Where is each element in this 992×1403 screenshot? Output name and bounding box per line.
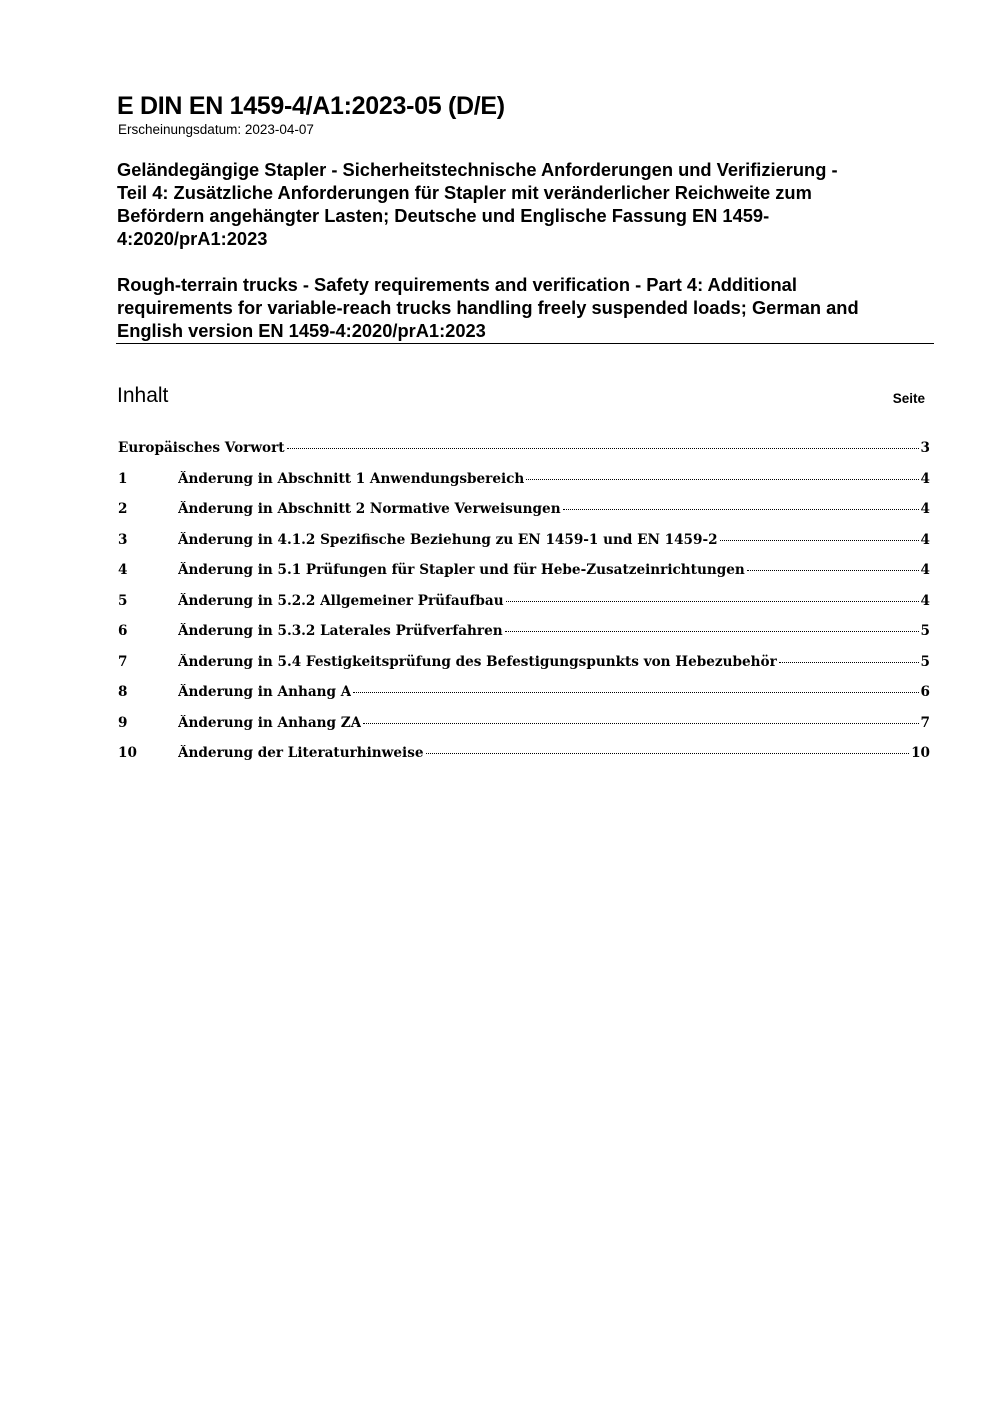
toc-entry-9[interactable] — [118, 715, 930, 746]
title-german-line: Geländegängige Stapler - Sicherheitstechnische Anforderungen und Verifizierung - — [117, 159, 838, 180]
toc-dot-leader — [353, 692, 918, 693]
toc-entry-title: Europäisches Vorwort — [118, 440, 285, 456]
toc-entry-title: Änderung in Anhang A — [178, 684, 352, 700]
toc-entry-page: 3 — [920, 440, 930, 456]
toc-entry-number: 4 — [118, 562, 128, 578]
toc-entry-page: 4 — [920, 501, 930, 517]
title-german-line: Befördern angehängter Lasten; Deutsche und Englische Fassung EN 1459- — [117, 205, 770, 226]
toc-entry-8[interactable] — [118, 684, 930, 715]
title-english-line: Rough-terrain trucks - Safety requirements and verification - Part 4: Additional — [117, 274, 797, 295]
toc-entry-page: 10 — [911, 745, 930, 761]
toc-entry-10[interactable] — [118, 745, 930, 776]
header-divider — [116, 343, 934, 344]
toc-entry-page: 7 — [920, 714, 930, 731]
toc-entry-page: 6 — [920, 684, 930, 700]
toc-entry-number: 1 — [118, 470, 128, 487]
toc-dot-leader — [779, 662, 919, 663]
toc-dot-leader — [526, 479, 918, 480]
toc-entry-number: 8 — [118, 684, 128, 700]
toc-entry-page: 4 — [920, 562, 930, 578]
toc-dot-leader — [363, 723, 918, 724]
toc-entry-number: 2 — [118, 501, 128, 517]
toc-entry-title: Änderung der Literaturhinweise — [178, 745, 424, 761]
toc-entry-3[interactable] — [118, 532, 930, 563]
toc-entry-title: Änderung in Anhang ZA — [178, 714, 362, 731]
publication-date: Erscheinungsdatum: 2023-04-07 — [118, 122, 314, 137]
toc-dot-leader — [506, 601, 919, 602]
toc-entry-1[interactable] — [118, 471, 930, 502]
toc-entry-number: 10 — [118, 745, 137, 761]
toc-dot-leader — [505, 631, 919, 632]
toc-entry-title: Änderung in 5.3.2 Laterales Prüfverfahren — [178, 623, 503, 639]
document-id: E DIN EN 1459-4/A1:2023-05 (D/E) — [117, 92, 505, 120]
toc-entry-title: Änderung in Abschnitt 2 Normative Verweisungen — [178, 501, 561, 517]
toc-entry-4[interactable] — [118, 562, 930, 593]
toc-entry-2[interactable] — [118, 501, 930, 532]
toc-entry-page: 4 — [920, 470, 930, 487]
toc-entry-page: 5 — [920, 623, 930, 639]
title-german-line: 4:2020/prA1:2023 — [117, 228, 268, 249]
toc-dot-leader — [563, 509, 919, 510]
toc-entry-6[interactable] — [118, 623, 930, 654]
toc-entry-page: 5 — [920, 653, 930, 670]
toc-heading: Inhalt — [117, 384, 169, 407]
title-english-line: requirements for variable-reach trucks handling freely suspended loads; German and — [117, 297, 859, 318]
toc-entry-title: Änderung in 4.1.2 Spezifische Beziehung zu EN 1459-1 und EN 1459-2 — [178, 531, 718, 548]
toc-entry-foreword[interactable] — [118, 440, 930, 471]
toc-entry-number: 7 — [118, 653, 128, 670]
table-of-contents — [118, 440, 930, 776]
toc-entry-title: Änderung in 5.2.2 Allgemeiner Prüfaufbau — [178, 592, 504, 609]
title-german-line: Teil 4: Zusätzliche Anforderungen für Stapler mit veränderlicher Reichweite zum — [117, 182, 812, 203]
toc-entry-number: 3 — [118, 531, 128, 548]
toc-entry-title: Änderung in 5.4 Festigkeitsprüfung des Befestigungspunkts von Hebezubehör — [178, 653, 777, 670]
toc-dot-leader — [747, 570, 919, 571]
toc-entry-title: Änderung in 5.1 Prüfungen für Stapler und für Hebe-Zusatzeinrichtungen — [178, 562, 745, 578]
toc-dot-leader — [426, 753, 910, 754]
toc-entry-page: 4 — [920, 531, 930, 548]
toc-dot-leader — [720, 540, 919, 541]
toc-entry-5[interactable] — [118, 593, 930, 624]
title-english-line: English version EN 1459-4:2020/prA1:2023 — [117, 320, 486, 341]
toc-entry-7[interactable] — [118, 654, 930, 685]
title-english — [117, 273, 942, 342]
toc-entry-title: Änderung in Abschnitt 1 Anwendungsbereich — [178, 470, 525, 487]
toc-entry-number: 9 — [118, 714, 128, 731]
toc-page-column-label: Seite — [892, 391, 925, 406]
title-german — [117, 158, 942, 250]
toc-entry-number: 6 — [118, 623, 128, 639]
toc-entry-number: 5 — [118, 592, 128, 609]
toc-entry-page: 4 — [920, 592, 930, 609]
toc-dot-leader — [287, 448, 919, 449]
